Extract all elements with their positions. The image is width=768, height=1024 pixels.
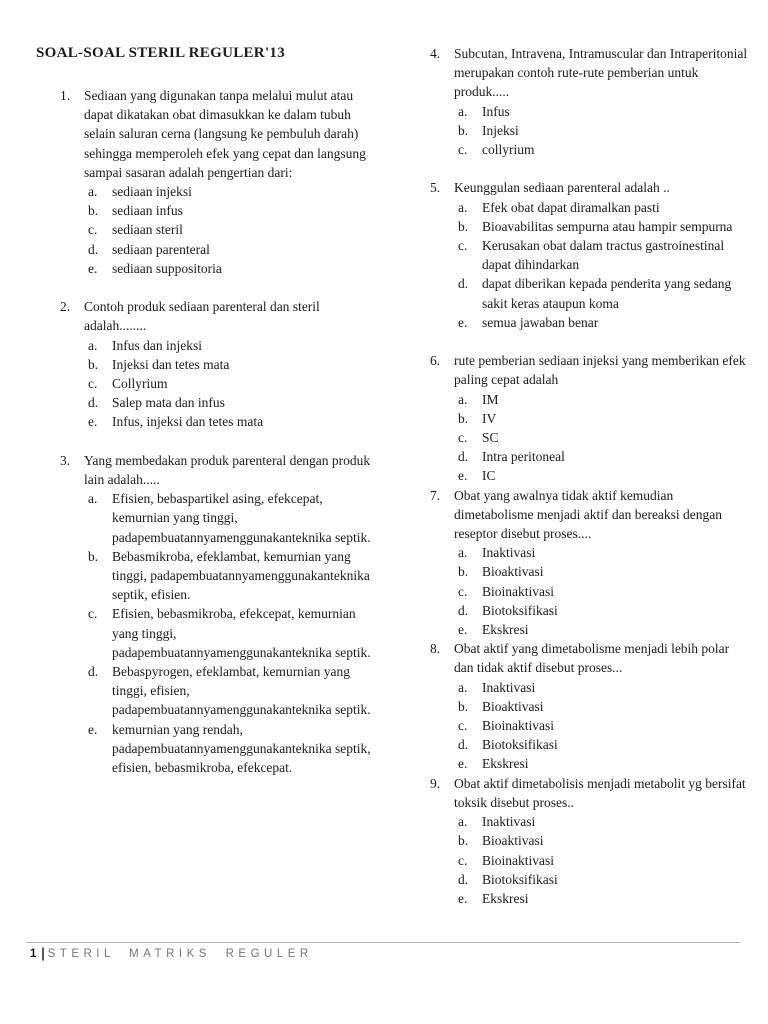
left-column xyxy=(60,86,382,777)
option-item xyxy=(458,831,748,850)
option-text: Efek obat dapat diramalkan pasti xyxy=(482,199,660,215)
options-list xyxy=(458,390,748,486)
option-text: Bioinaktivasi xyxy=(482,852,554,868)
option-item xyxy=(458,217,748,236)
option-text: Biotoksifikasi xyxy=(482,602,558,618)
question-number: 4. xyxy=(430,46,441,61)
option-letter: b. xyxy=(458,564,469,580)
option-text: Collyrium xyxy=(112,376,168,392)
option-text: IV xyxy=(482,410,497,426)
page-footer xyxy=(30,947,313,961)
option-item xyxy=(88,720,382,778)
question-number: 2. xyxy=(60,299,71,315)
option-item xyxy=(458,236,748,274)
option-item xyxy=(458,735,748,754)
option-letter: d. xyxy=(88,395,99,411)
question-text: Obat aktif yang dimetabolisme menjadi lebih polar dan tidak aktif disebut proses... xyxy=(454,641,730,676)
option-item xyxy=(88,393,382,412)
option-text: Kerusakan obat dalam tractus gastroinestinal dapat dihindarkan xyxy=(482,238,725,273)
question-text: Contoh produk sediaan parenteral dan steril adalah........ xyxy=(84,299,320,334)
option-item xyxy=(458,716,748,735)
option-text: Infus, injeksi dan tetes mata xyxy=(112,414,264,430)
page-title: SOAL-SOAL STERIL REGULER'13 xyxy=(36,45,286,61)
option-text: Biotoksifikasi xyxy=(482,737,558,753)
question-text: rute pemberian sediaan injeksi yang memberikan efek paling cepat adalah xyxy=(454,353,746,388)
question-item xyxy=(430,639,748,773)
option-letter: c. xyxy=(458,583,468,599)
question-number: 8. xyxy=(430,641,441,657)
question-number: 5. xyxy=(430,180,441,196)
option-letter: a. xyxy=(458,814,468,830)
option-letter: a. xyxy=(458,199,468,215)
option-letter: d. xyxy=(458,602,469,618)
option-text: Intra peritoneal xyxy=(482,449,565,465)
option-item xyxy=(458,447,748,466)
options-list xyxy=(458,812,748,908)
option-letter: d. xyxy=(458,871,469,887)
option-text: Inaktivasi xyxy=(482,814,536,830)
option-text: Bioaktivasi xyxy=(482,833,544,849)
option-text: kemurnian yang rendah, padapembuatannyamenggunakanteknika septik, efisien, bebasmikroba, efekcepat. xyxy=(112,721,371,776)
option-letter: a. xyxy=(458,679,468,695)
option-letter: d. xyxy=(88,241,99,257)
question-item xyxy=(60,297,382,431)
option-letter: b. xyxy=(88,548,99,564)
option-text: collyrium xyxy=(482,142,535,158)
question-item xyxy=(430,44,748,159)
option-letter: b. xyxy=(458,122,469,138)
option-item xyxy=(458,620,748,639)
option-item xyxy=(458,889,748,908)
option-letter: c. xyxy=(88,222,98,238)
option-letter: b. xyxy=(458,410,469,426)
footer-label: STERIL MATRIKS REGULER xyxy=(47,948,313,960)
option-letter: e. xyxy=(458,314,468,330)
option-text: Bebaspyrogen, efeklambat, kemurnian yang tinggi, efisien, padapembuatannyamenggunakanteknika septik. xyxy=(112,664,371,718)
option-item xyxy=(88,662,382,720)
option-letter: c. xyxy=(88,376,98,392)
option-text: sediaan parenteral xyxy=(112,241,210,257)
question-text: Obat aktif dimetabolisis menjadi metabolit yg bersifat toksik disebut proses.. xyxy=(454,775,746,810)
option-letter: b. xyxy=(458,833,469,849)
option-item xyxy=(458,274,748,312)
option-item xyxy=(88,355,382,374)
option-text: Infus dan injeksi xyxy=(112,337,202,353)
option-item xyxy=(458,812,748,831)
options-list xyxy=(458,198,748,332)
option-letter: c. xyxy=(458,430,468,446)
question-item xyxy=(430,351,748,485)
option-letter: c. xyxy=(88,606,98,622)
question-item xyxy=(60,451,382,777)
options-list xyxy=(458,678,748,774)
option-text: Inaktivasi xyxy=(482,679,536,695)
option-item xyxy=(458,121,748,140)
option-letter: a. xyxy=(458,545,468,561)
option-letter: d. xyxy=(458,276,469,292)
option-item xyxy=(88,336,382,355)
option-item xyxy=(458,140,748,159)
option-letter: c. xyxy=(458,852,468,868)
option-text: Bioaktivasi xyxy=(482,698,544,714)
question-text: Yang membedakan produk parenteral dengan produk lain adalah..... xyxy=(84,452,371,488)
footer-divider-line xyxy=(26,942,740,943)
option-item xyxy=(88,182,382,201)
option-text: IC xyxy=(482,468,496,484)
options-list xyxy=(88,182,382,278)
option-text: Injeksi dan tetes mata xyxy=(112,356,230,372)
option-text: Efisien, bebaspartikel asing, efekcepat, kemurnian yang tinggi, padapembuatannyamenggunakanteknika septik. xyxy=(112,491,371,545)
question-text: Obat yang awalnya tidak aktif kemudian dimetabolisme menjadi aktif dan bereaksi dengan reseptor disebut proses.... xyxy=(454,487,723,542)
option-text: IM xyxy=(482,391,499,407)
option-item xyxy=(458,409,748,428)
options-list xyxy=(88,489,382,777)
option-item xyxy=(458,428,748,447)
page-number: 1 xyxy=(30,948,37,960)
option-item xyxy=(458,754,748,773)
option-item xyxy=(458,562,748,581)
option-item xyxy=(458,582,748,601)
option-text: SC xyxy=(482,430,499,446)
option-letter: a. xyxy=(458,391,468,407)
question-item xyxy=(430,178,748,332)
options-list xyxy=(458,102,748,160)
option-letter: e. xyxy=(458,890,468,906)
option-item xyxy=(458,198,748,217)
option-text: Bioinaktivasi xyxy=(482,583,554,599)
option-letter: b. xyxy=(88,203,99,219)
right-column xyxy=(430,44,748,908)
option-item xyxy=(88,220,382,239)
option-text: Infus xyxy=(482,103,510,119)
option-text: sediaan injeksi xyxy=(112,184,192,200)
option-letter: d. xyxy=(458,737,469,753)
options-list xyxy=(458,543,748,639)
question-text: Keunggulan sediaan parenteral adalah .. xyxy=(454,180,670,196)
option-text: Injeksi xyxy=(482,122,519,138)
question-text: Sediaan yang digunakan tanpa melalui mulut atau dapat dikatakan obat dimasukkan ke dalam tubuh selain saluran cerna (langsung ke pembuluh darah) sehingga memperoleh efek yang cepat dan langsung sampai sasaran adalah pengertian dari: xyxy=(84,88,366,180)
option-text: Efisien, bebasmikroba, efekcepat, kemurnian yang tinggi, padapembuatannyamenggunakanteknika septik. xyxy=(112,606,371,660)
option-item xyxy=(458,466,748,485)
option-item xyxy=(458,601,748,620)
option-letter: d. xyxy=(458,449,469,465)
option-item xyxy=(458,543,748,562)
footer-separator: | xyxy=(41,946,45,962)
option-letter: b. xyxy=(458,698,469,714)
option-item xyxy=(88,240,382,259)
option-text: Biotoksifikasi xyxy=(482,871,558,887)
option-letter: e. xyxy=(458,622,468,638)
question-number: 9. xyxy=(430,775,441,791)
option-text: dapat diberikan kepada penderita yang sedang sakit keras ataupun koma xyxy=(482,276,732,311)
option-item xyxy=(458,102,748,121)
question-number: 3. xyxy=(60,452,71,468)
option-letter: b. xyxy=(458,218,469,234)
option-item xyxy=(88,412,382,431)
option-item xyxy=(88,201,382,220)
question-item xyxy=(430,486,748,640)
option-item xyxy=(458,697,748,716)
option-text: sediaan infus xyxy=(112,203,183,219)
question-text: Subcutan, Intravena, Intramuscular dan Intraperitonial merupakan contoh rute-rute pemberian untuk produk..... xyxy=(454,46,748,100)
option-item xyxy=(88,259,382,278)
option-item xyxy=(458,678,748,697)
option-item xyxy=(458,851,748,870)
option-text: Ekskresi xyxy=(482,756,529,772)
option-item xyxy=(458,870,748,889)
option-letter: d. xyxy=(88,664,99,680)
question-number: 6. xyxy=(430,353,441,369)
option-letter: c. xyxy=(458,142,468,158)
option-letter: e. xyxy=(88,721,98,737)
option-text: Ekskresi xyxy=(482,622,529,638)
option-letter: a. xyxy=(88,337,98,353)
option-text: Bioinaktivasi xyxy=(482,718,554,734)
option-text: Inaktivasi xyxy=(482,545,536,561)
question-item xyxy=(60,86,382,278)
question-number: 7. xyxy=(430,487,441,503)
option-letter: e. xyxy=(88,414,98,430)
question-item xyxy=(430,774,748,908)
option-item xyxy=(458,390,748,409)
option-letter: c. xyxy=(458,718,468,734)
option-letter: a. xyxy=(88,184,98,200)
option-text: semua jawaban benar xyxy=(482,314,599,330)
option-item xyxy=(458,313,748,332)
option-text: Bebasmikroba, efeklambat, kemurnian yang tinggi, padapembuatannyamenggunakanteknika septik, efisien. xyxy=(112,548,370,603)
option-letter: e. xyxy=(458,756,468,772)
option-item xyxy=(88,374,382,393)
option-letter: a. xyxy=(88,491,98,507)
option-text: sediaan suppositoria xyxy=(112,260,222,276)
option-text: sediaan steril xyxy=(112,222,183,238)
option-letter: e. xyxy=(88,260,98,276)
options-list xyxy=(88,336,382,432)
option-item xyxy=(88,547,382,605)
option-letter: c. xyxy=(458,238,468,254)
option-item xyxy=(88,604,382,662)
option-text: Bioavabilitas sempurna atau hampir sempurna xyxy=(482,218,733,234)
option-text: Salep mata dan infus xyxy=(112,395,225,411)
option-text: Bioaktivasi xyxy=(482,564,544,580)
option-item xyxy=(88,489,382,547)
option-letter: b. xyxy=(88,356,99,372)
question-number: 1. xyxy=(60,88,71,103)
option-letter: a. xyxy=(458,103,468,119)
option-text: Ekskresi xyxy=(482,890,529,906)
option-letter: e. xyxy=(458,468,468,484)
